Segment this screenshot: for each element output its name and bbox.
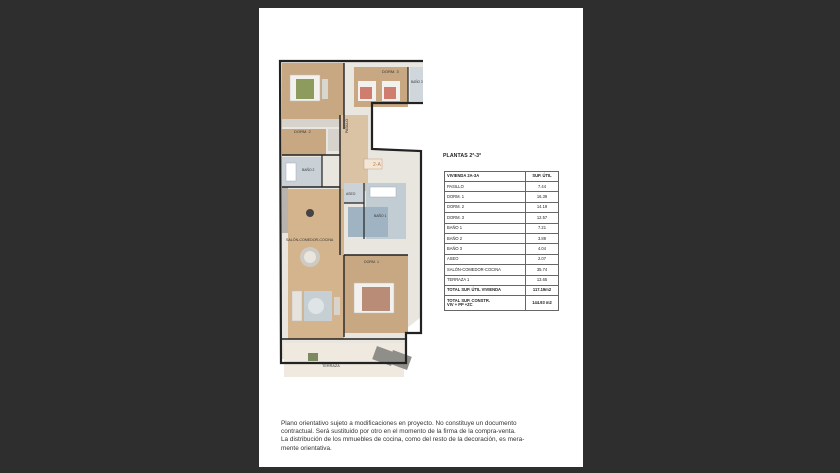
label-dorm-3: DORM. 3	[382, 69, 399, 74]
table-header-cell: SUP. ÚTIL	[526, 172, 559, 182]
room-area: 3.89	[526, 233, 559, 243]
room-name: BAÑO 2	[445, 233, 526, 243]
note-line: mente orientativa.	[281, 444, 332, 452]
plantas-title: PLANTAS 2ª-3ª	[443, 153, 482, 159]
room-area: 16.39	[526, 192, 559, 202]
room-area: 4.04	[526, 244, 559, 254]
unit-tag-text: 2-A	[373, 162, 381, 168]
room-name: ASEO	[445, 254, 526, 264]
label-salon: SALÓN-COMEDOR-COCINA	[286, 238, 334, 242]
floor-plan	[278, 59, 423, 380]
table-row	[445, 233, 559, 243]
room-area: 7.21	[526, 223, 559, 233]
table-row	[445, 254, 559, 264]
total-constr-value: 144.93 m2	[526, 296, 559, 311]
brochure-page	[259, 8, 583, 467]
table-header-cell: VIVIENDA 2A-3A	[445, 172, 526, 182]
room-name: DORM. 3	[445, 213, 526, 223]
label-bano-2: BAÑO 2	[302, 168, 315, 172]
total-util-row	[445, 285, 559, 295]
room-name: DORM. 1	[445, 192, 526, 202]
note-line: La distribución de los mmuebles de cocina, como del resto de la decoración, es mera-	[281, 436, 525, 444]
table-row	[445, 244, 559, 254]
total-constr-label-line-1: TOTAL SUP. CONSTR.	[447, 298, 490, 303]
room-bano-3	[410, 67, 423, 101]
room-area: 13.65	[526, 275, 559, 285]
note-line: contractual. Será sustituido por otro en el momento de la firma de la compra-venta.	[281, 428, 516, 436]
room-name: SALÓN-COMEDOR-COCINA	[445, 265, 526, 275]
room-area: 35.74	[526, 265, 559, 275]
label-pasillo: PASILLO	[345, 119, 349, 133]
room-name: PASILLO	[445, 182, 526, 192]
total-constr-label	[445, 296, 526, 311]
room-name: DORM. 2	[445, 202, 526, 212]
total-constr-row	[445, 296, 559, 311]
room-name: TERRAZA 1	[445, 275, 526, 285]
label-aseo: ASEO	[346, 192, 356, 196]
table-row	[445, 182, 559, 192]
table-row	[445, 265, 559, 275]
table-row	[445, 192, 559, 202]
room-area: 2.07	[526, 254, 559, 264]
table-header-row	[445, 172, 559, 182]
table-row	[445, 202, 559, 212]
label-dorm-1: DORM. 1	[364, 260, 379, 264]
table-row	[445, 213, 559, 223]
label-bano-1: BAÑO 1	[374, 214, 387, 218]
total-util-label: TOTAL SUP. ÚTIL VIVIENDA	[445, 285, 526, 295]
area-table	[444, 171, 559, 311]
room-name: BAÑO 3	[445, 244, 526, 254]
total-util-value: 117.19m2	[526, 285, 559, 295]
total-constr-label-line-2: VIV + PP +ZC	[447, 302, 473, 308]
room-area: 7.44	[526, 182, 559, 192]
label-bano-3: BAÑO 3	[411, 80, 423, 84]
note-line: Plano orientativo sujeto a modificaciones en proyecto. No constituye un documento	[281, 420, 517, 427]
room-area: 12.57	[526, 213, 559, 223]
room-area: 14.19	[526, 202, 559, 212]
floor-plan-drawing	[278, 59, 423, 380]
disclaimer-note	[281, 420, 563, 453]
table-row	[445, 275, 559, 285]
table-row	[445, 223, 559, 233]
label-dorm-2: DORM. 2	[294, 129, 311, 134]
room-name: BAÑO 1	[445, 223, 526, 233]
label-terraza: TERRAZA	[322, 364, 340, 368]
